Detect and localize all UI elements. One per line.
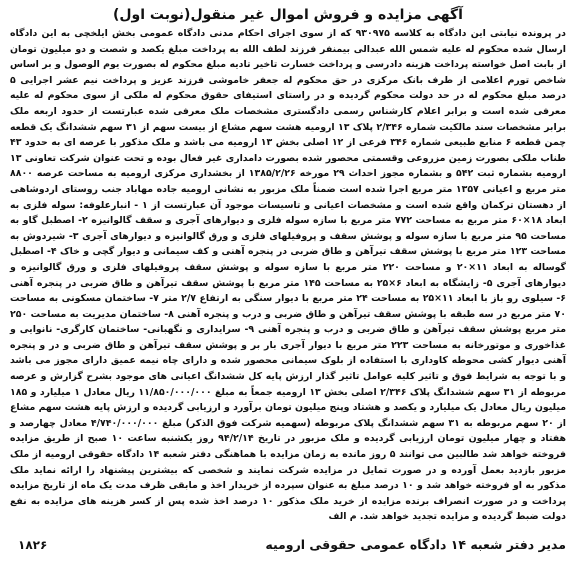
notice-body: در پرونده نیابتی این دادگاه به کلاسه ۹۳۰۹۷۵ که از سوی اجرای احکام مدنی دادگاه عمومی بخش ایلخچی به این دادگاه ارسال شده محکوم له علیه شمس الله عبدالی بیمنفر فرزند لطف الله به پرداخت مبلغ یکصد و شصت و دو میلیون تومان از بابت اصل خواسته پرداخت هزینه دادرسی و پرداخت خسارت تاخیر تادیه مبلغ محکوم له بصورت یوم الوصول و بر اساس شاخص تورم اعلامی از طرف بانک مرکزی در حق محکوم له جعفر خاموشی فرزند عزیز و پرداخت نیم عشر اجرایی ۵ درصد مبلغ محکوم له در حد دولت محکوم گردیده و در راستای استیفای حقوق محکوم له ملکی از سوی محکوم له علیه معرفی شده است و برابر اعلام کارشناس رسمی دادگستری مشخصات ملک معرفی شده عبارتست از حدود اربعه ملک برابر مشخصات سند مالکیت شماره ۲/۳۴۶ پلاک ۱۳ ارومیه هشت سهم مشاع از بیست سهم از ۳۱ سهم ششدانگ یک قطعه چمن قطعه ۶ منابع طبیعی شماره ۳۴۶ فرعی از ۱۲ اصلی بخش ۱۳ ارومیه می باشد و ملک مذکور با عرصه ای به حدود ۴۳ طناب ملکی بصورت زمین مزروعی وقسمتی محصور شده بصورت دامداری غیر فعال بوده و تحت عنوان شرکت تعاونی ۱۳ ارومیه بشماره ثبت ۵۴۲ و بشماره مجوز احداث ۲۹ مورخه ۱۳۸۵/۲/۲۶ از بخشداری مرکزی ارومیه به مساحت عرصه ۸۸۰۰ متر مربع و اعیانی ۱۳۵۷ متر مربع اجرا شده است ضمناً ملک مزبور به نشانی ارومیه جاده مهاباد جنب روستای اردوشاهی از دهستان ترکمان واقع شده است و مشخصات اعیانی و تاسیسات موجود آن عبارتست از ۱ - انبارعلوفه: سوله فلزی به ابعاد ۱۸×۶۰ متر مربع به مساحت ۷۷۲ متر مربع با سازه سوله فلزی و دیوارهای آجری و سقف گالوانیزه ۲- اصطبل گاو به مساحت ۹۵ متر مربع با سازه سوله و پوشش سقف و پروفیلهای فلزی و ورق گالوانیزه و دیوارهای آجری ۳- شیردوش به مساحت ۱۲۳ متر مربع با پوشش سقف تیرآهن و طاق ضربی در پنجره آهنی و کف سیمانی و دیوار گچی و خاک ۴- اصطبل گوساله به ابعاد ۱۱×۲۰ و مساحت ۲۲۰ متر مربع با سازه سوله و پوشش سقف پروفیلهای فلزی و ورق گالوانیزه و دیوارهای آجری ۵- زایشگاه به ابعاد ۶×۲۵ به مساحت ۱۴۵ متر مربع با پوشش سقف تیرآهن و طاق ضربی در پنجره آهنی ۶- سیلوی رو باز با ابعاد ۱۱×۲۵ به مساحت ۲۴ متر مربع با دیوار سنگی به ارتفاع ۲/۷ متر ۷- ساختمان مسکونی به مساحت ۷۰ متر مربع در سه طبقه با پوشش سقف تیرآهن و طاق ضربی و درب و پنجره آهنی ۸- ساختمان مدیریت به مساحت ۲۵۰ متر مربع پوشش سقف تیرآهن و طاق ضربی و درب و پنجره آهنی ۹- سرایداری و نگهبانی- ساختمان کارگری- نانوایی و غذاخوری و موتورخانه به مساحت ۲۲۳ متر مربع با دیوار آجری بار بر و پوشش سقف تیرآهن و طاق ضربی و در و پنجره آهنی دیوار کشی محوطه کاوداری با استفاده از بلوک سیمانی محصور شده و دارای چاه نیمه عمیق دارای مجوز می باشد و با توجه به شرایط فوق و تاثیر کلیه عوامل تاثیر گذار ارزش پایه کل ششدانگ اعیانی های موجود بشرح گزارش و عرصه مربوطه از ۳۱ سهم ششدانگ پلاک ۲/۳۴۶ اصلی بخش ۱۳ ارومیه جمعاً به مبلغ ۱۱/۸۵۰/۰۰۰/۰۰۰ ریال معادل ۱ میلیارد و ۱۸۵ میلیون ریال معادل یک میلیارد و یکصد و هشتاد وپنج میلیون تومان برآورد و ارزیابی گردیده و ارزش پایه هشت سهم مشاع از ۲۰ سهم مربوطه به ۳۱ سهم ششدانگ پلاک مربوطه (سهمیه شرکت فوق الذکر) مبلغ ۴/۷۴۰/۰۰۰/۰۰۰ معادل چهارصد و هفتاد و چهار میلیون تومان ارزیابی گردیده و ملک مزبور در تاریخ ۹۴/۲/۱۴ روز یکشنبه ساعت ۱۰ صبح از طریق مزایده فروخته خواهد شد طالبین می توانند ۵ روز مانده به زمان مزایده با هماهنگی دفتر شعبه ۱۴ دادگاه حقوقی ارومیه از ملک مزبور بازدید بعمل آورده و در صورت تمایل در مزایده شرکت نمایند و شخصی که بیشترین پیشنهاد را ارائه نماید ملک مذکور به او فروخته خواهد شد و ۱۰ درصد مبلغ به عنوان سپرده از خریدار اخذ و مابقی ظرف مدت یک ماه از تاریخ مزایده پرداخت و در صورت انصراف برنده مزایده از خرید ملک مذکور ۱۰ درصد اخذ شده پس از کسر هزینه های مزایده به نفع دولت ضبط گردیده و مزایده تجدید خواهد شد. م الف xyxy=(10,28,567,523)
notice-signature: مدیر دفتر شعبه ۱۴ دادگاه عمومی حقوقی ارومیه xyxy=(265,537,566,552)
notice-title: آگهی مزایده و فروش اموال غیر منقول(نوبت اول) xyxy=(113,7,463,23)
auction-notice xyxy=(10,6,566,567)
notice-number: ۱۸۲۶ xyxy=(18,538,48,552)
